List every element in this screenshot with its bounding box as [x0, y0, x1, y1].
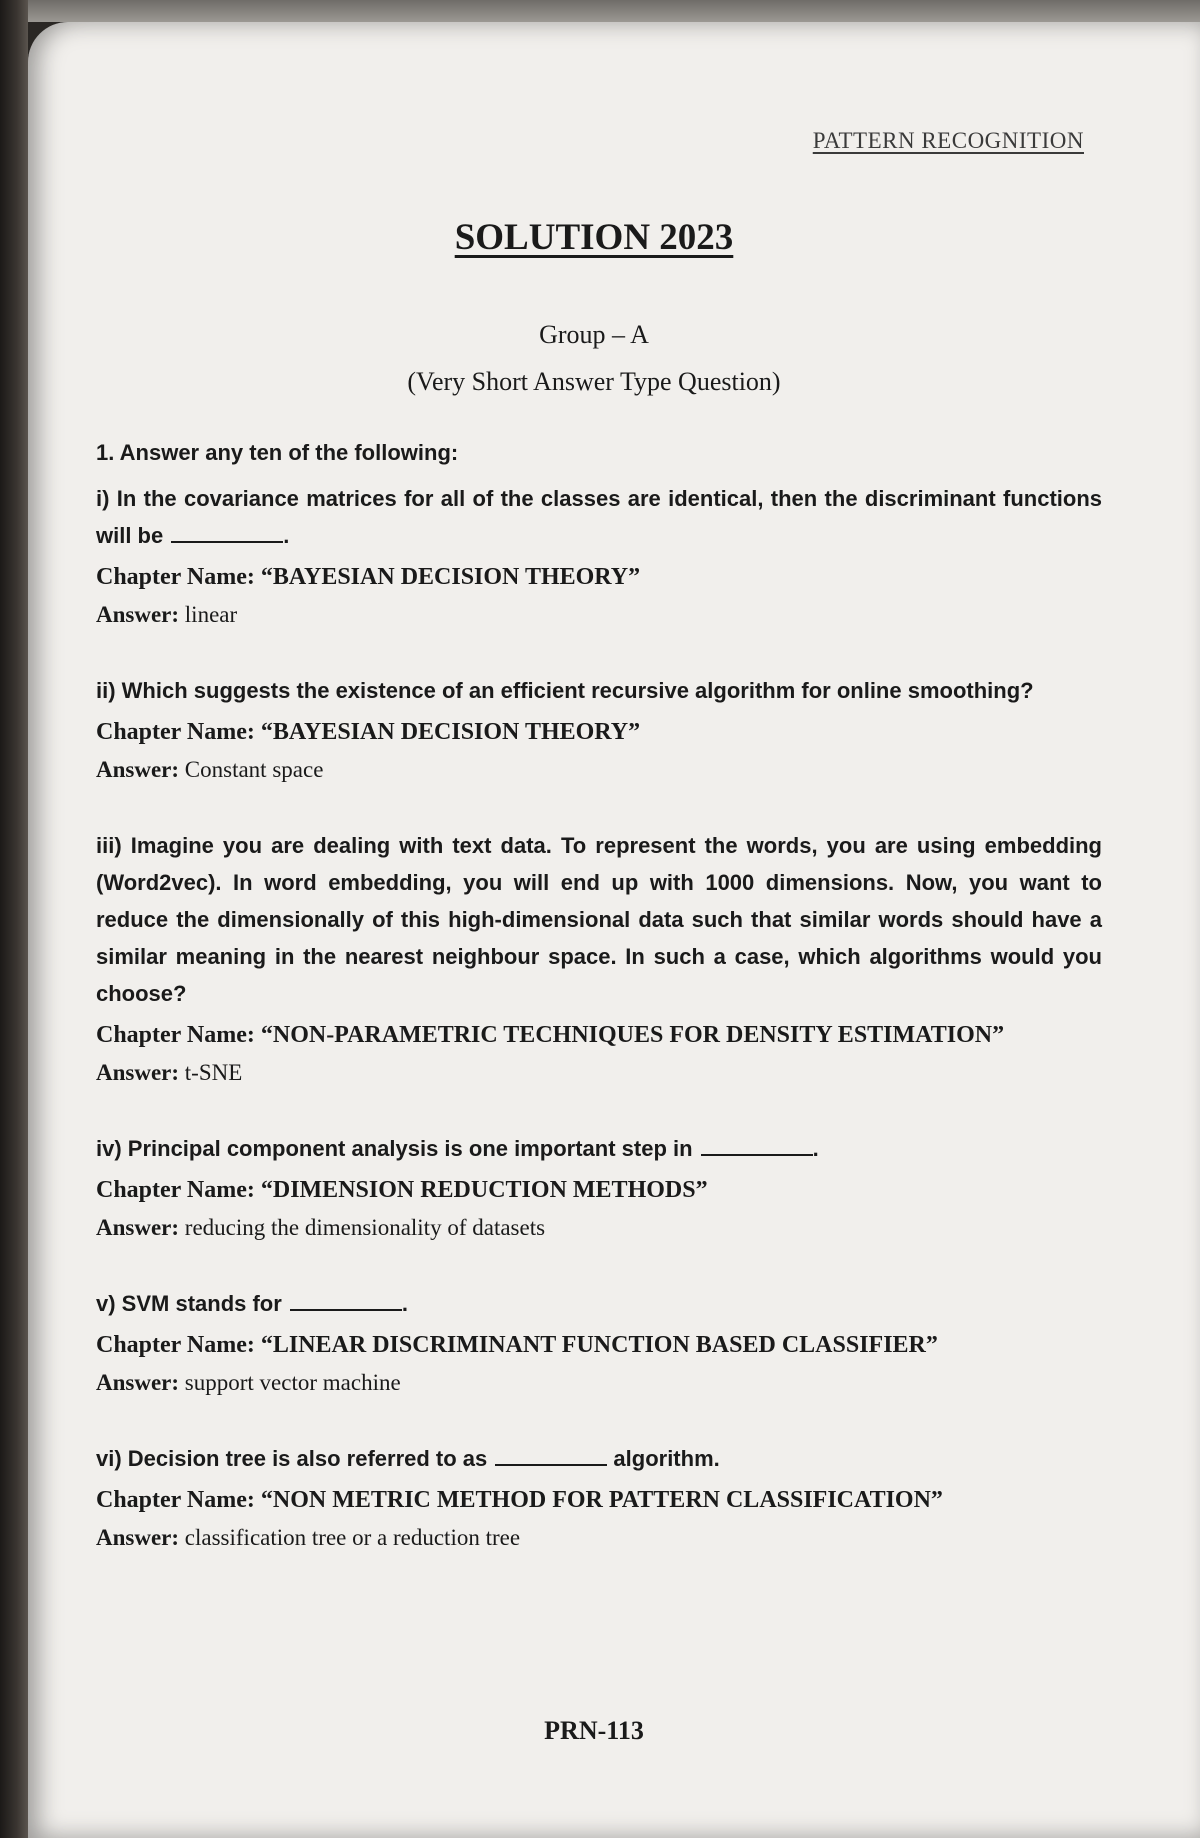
- answer-label: Answer:: [96, 1215, 180, 1240]
- answer-label: Answer:: [96, 602, 180, 627]
- running-head: PATTERN RECOGNITION: [812, 128, 1084, 153]
- question-item: [96, 1285, 1102, 1402]
- book-spine: [0, 0, 28, 1838]
- question-text-after: .: [812, 1136, 819, 1161]
- chapter-name: “NON METRIC METHOD FOR PATTERN CLASSIFICATION”: [260, 1487, 943, 1513]
- question-text: [96, 827, 1102, 1012]
- chapter-label: Chapter Name:: [96, 564, 255, 590]
- document-page: [28, 22, 1200, 1838]
- answer-blank: [290, 1291, 402, 1311]
- question-text-before: i) In the covariance matrices for all of the classes are identical, then the discriminant functions will be: [96, 486, 1102, 548]
- answer-line: [96, 1209, 1102, 1247]
- answer-line: [96, 1519, 1102, 1557]
- group-subtitle: (Very Short Answer Type Question): [407, 367, 781, 396]
- chapter-line: [96, 1016, 1102, 1054]
- page-title: SOLUTION 2023: [454, 217, 734, 258]
- answer-text: t-SNE: [184, 1060, 243, 1085]
- answer-line: [96, 751, 1102, 789]
- question-text-before: v) SVM stands for: [96, 1291, 282, 1316]
- chapter-label: Chapter Name:: [96, 719, 255, 745]
- chapter-line: [96, 1171, 1102, 1209]
- chapter-name: “DIMENSION REDUCTION METHODS”: [260, 1177, 708, 1203]
- question-text-before: vi) Decision tree is also referred to as: [96, 1446, 488, 1471]
- group-heading: Group – A: [539, 320, 649, 349]
- chapter-line: [96, 1481, 1102, 1519]
- chapter-name: “BAYESIAN DECISION THEORY”: [260, 719, 641, 745]
- chapter-label: Chapter Name:: [96, 1487, 255, 1513]
- answer-text: support vector machine: [184, 1370, 401, 1395]
- answer-label: Answer:: [96, 1060, 180, 1085]
- instruction: 1. Answer any ten of the following:: [96, 440, 459, 465]
- chapter-label: Chapter Name:: [96, 1022, 255, 1048]
- question-text: [96, 672, 1102, 709]
- answer-text: reducing the dimensionality of datasets: [184, 1215, 546, 1240]
- chapter-name: “LINEAR DISCRIMINANT FUNCTION BASED CLASSIFIER”: [260, 1332, 938, 1358]
- answer-line: [96, 596, 1102, 634]
- chapter-line: [96, 1326, 1102, 1364]
- answer-blank: [701, 1136, 813, 1156]
- question-item: [96, 480, 1102, 634]
- answer-blank: [171, 523, 283, 543]
- question-item: [96, 827, 1102, 1092]
- chapter-name: “BAYESIAN DECISION THEORY”: [260, 564, 641, 590]
- answer-line: [96, 1364, 1102, 1402]
- question-text-after: .: [283, 523, 290, 548]
- question-text-before: iv) Principal component analysis is one important step in: [96, 1136, 693, 1161]
- answer-label: Answer:: [96, 1525, 180, 1550]
- question-text: [96, 480, 1102, 554]
- question-item: [96, 672, 1102, 789]
- answer-label: Answer:: [96, 1370, 180, 1395]
- question-text: [96, 1130, 1102, 1167]
- answer-blank: [495, 1446, 607, 1466]
- chapter-label: Chapter Name:: [96, 1177, 255, 1203]
- answer-text: classification tree or a reduction tree: [184, 1525, 521, 1550]
- page-top-edge: [0, 0, 1200, 22]
- question-text-after: algorithm.: [613, 1446, 720, 1471]
- answer-line: [96, 1054, 1102, 1092]
- question-text-after: .: [401, 1291, 408, 1316]
- page-footer-code: PRN-113: [544, 1716, 644, 1745]
- chapter-line: [96, 558, 1102, 596]
- answer-text: Constant space: [184, 757, 324, 782]
- question-text-before: iii) Imagine you are dealing with text data. To represent the words, you are using embedding (Word2vec). In word embedding, you will end up with 1000 dimensions. Now, you want to reduce the dimensionally of this high-dimensional data such that similar words should have a similar meaning in the nearest neighbour space. In such a case, which algorithms would you choose?: [96, 833, 1102, 1006]
- question-item: [96, 1130, 1102, 1247]
- question-text-before: ii) Which suggests the existence of an efficient recursive algorithm for online smoothing?: [96, 678, 1034, 703]
- chapter-line: [96, 713, 1102, 751]
- chapter-name: “NON-PARAMETRIC TECHNIQUES FOR DENSITY ESTIMATION”: [260, 1022, 1005, 1048]
- chapter-label: Chapter Name:: [96, 1332, 255, 1358]
- questions-section: [96, 440, 1102, 1595]
- answer-text: linear: [184, 602, 238, 627]
- question-text: [96, 1440, 1102, 1477]
- question-text: [96, 1285, 1102, 1322]
- answer-label: Answer:: [96, 757, 180, 782]
- question-item: [96, 1440, 1102, 1557]
